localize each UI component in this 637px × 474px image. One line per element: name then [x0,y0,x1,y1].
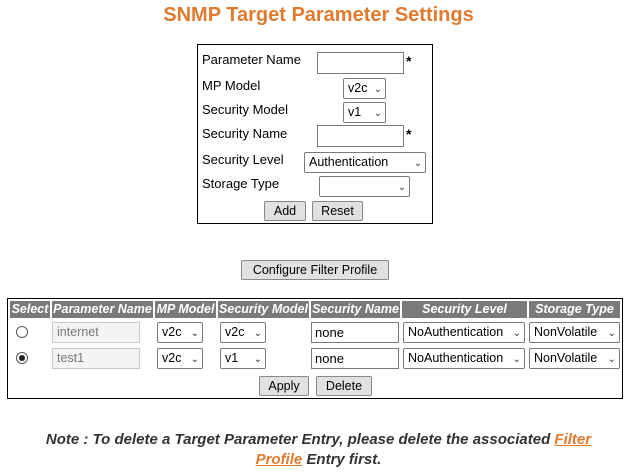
configure-filter-profile-button[interactable]: Configure Filter Profile [241,260,389,280]
reset-button[interactable]: Reset [312,201,363,221]
row-mp-model-select[interactable] [157,322,203,343]
delete-button[interactable]: Delete [316,376,372,396]
column-header-storage-type: Storage Type [529,301,620,318]
column-header-select: Select [11,302,49,316]
chevron-down-icon: ⌄ [190,328,199,339]
row-security-model-value: v1 [225,351,239,365]
required-mark: * [406,126,412,142]
column-header-mp-model: MP Model [156,302,215,316]
page-title: SNMP Target Parameter Settings [163,4,474,26]
security-level-label: Security Level [202,152,284,167]
filter-profile-link[interactable]: Filter [554,431,592,448]
mp-model-value: v2c [348,81,368,95]
chevron-down-icon: ⌄ [373,84,382,95]
security-name-label: Security Name [202,126,288,141]
chevron-down-icon: ⌄ [512,328,521,339]
chevron-down-icon: ⌄ [413,158,422,169]
row-security-level-value: NoAuthentication [408,351,504,365]
storage-type-label: Storage Type [202,176,280,191]
column-header-security-level: Security Level [402,301,527,318]
parameter-name-input[interactable] [317,52,404,74]
row-select-radio[interactable] [16,352,28,364]
chevron-down-icon: ⌄ [397,182,406,193]
chevron-down-icon: ⌄ [253,328,262,339]
apply-button[interactable]: Apply [259,376,309,396]
column-header-parameter-name: Parameter Name [53,302,152,316]
security-level-value: Authentication [309,155,389,169]
row-storage-type-value: NonVolatile [534,325,598,339]
storage-type-select[interactable] [319,176,410,197]
delete-note [0,430,637,470]
security-model-value: v1 [348,105,362,119]
filter-profile-link-continued[interactable]: Profile [255,451,303,468]
parameter-name-label: Parameter Name [202,52,301,67]
chevron-down-icon: ⌄ [253,354,262,365]
mp-model-label: MP Model [202,78,261,93]
row-storage-type-select[interactable] [529,348,620,369]
row-security-model-select[interactable] [220,322,266,343]
column-header-security-model: Security Model [219,302,308,316]
note-text: Note : To delete a Target Parameter Entry, please delete the associated [45,431,555,448]
chevron-down-icon: ⌄ [607,354,616,365]
chevron-down-icon: ⌄ [373,108,382,119]
row-parameter-name: test1 [52,348,140,369]
target-param-table [7,298,623,399]
required-mark: * [406,53,412,69]
chevron-down-icon: ⌄ [607,328,616,339]
note-suffix: Entry first. [302,451,382,468]
row-mp-model-select[interactable] [157,348,203,369]
chevron-down-icon: ⌄ [190,354,199,365]
column-header-security-name: Security Name [312,302,399,316]
security-level-select[interactable] [304,152,426,173]
add-button[interactable]: Add [264,201,306,221]
security-model-label: Security Model [202,102,288,117]
row-security-model-value: v2c [225,325,245,339]
row-select-radio[interactable] [16,326,28,338]
row-parameter-name: internet [52,322,140,343]
row-security-level-select[interactable] [403,348,525,369]
chevron-down-icon: ⌄ [512,354,521,365]
row-security-level-value: NoAuthentication [408,325,504,339]
row-mp-model-value: v2c [162,325,182,339]
mp-model-select[interactable] [343,78,386,99]
row-storage-type-select[interactable] [529,322,620,343]
security-name-input[interactable] [317,125,404,147]
security-model-select[interactable] [343,102,386,123]
row-security-name-input[interactable] [311,322,399,343]
row-security-name-input[interactable] [311,348,399,369]
row-security-level-select[interactable] [403,322,525,343]
target-param-form [197,44,433,224]
row-mp-model-value: v2c [162,351,182,365]
row-storage-type-value: NonVolatile [534,351,598,365]
row-security-model-select[interactable] [220,348,266,369]
